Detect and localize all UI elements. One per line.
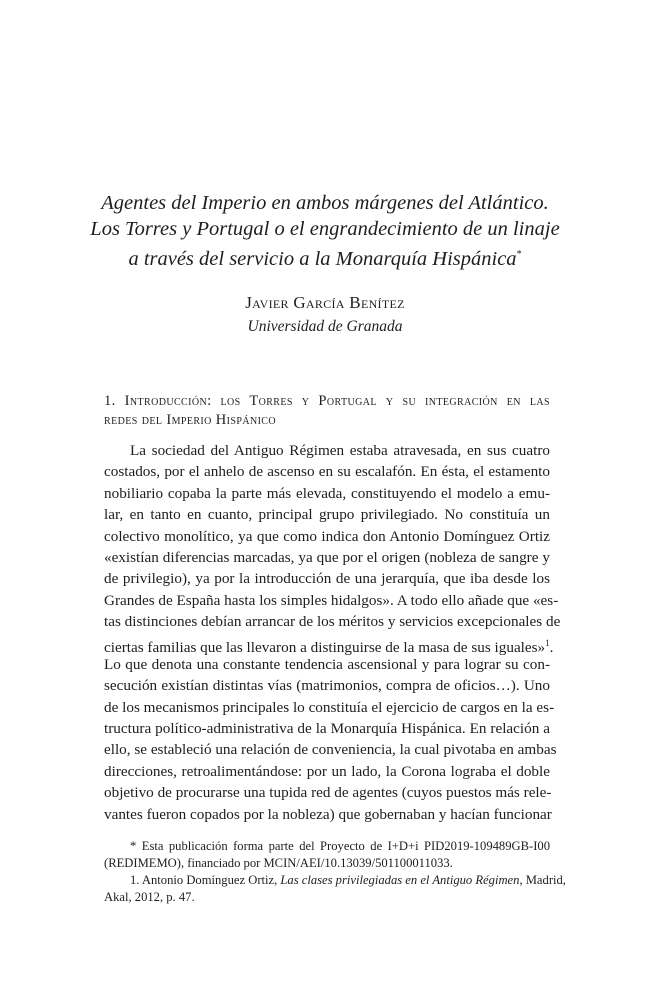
title-footnote-marker: * [516,249,522,260]
footnote-1-author: 1. Antonio Domínguez Ortiz, [130,873,281,887]
body-line: La sociedad del Antiguo Régimen estaba atravesada, en sus cuatro [130,442,550,459]
footnote-1-line-1 [104,872,566,889]
section-heading-line-1: 1. Introducción: los Torres y Portugal y su integración en las [104,393,550,409]
footnote-star-line-2: (REDIMEMO), financiado por MCIN/AEI/10.13039/501100011033. [104,856,453,870]
footnote-star-line-1: * Esta publicación forma parte del Proyecto de I+D+i PID2019-109489GB-I00 [130,839,550,853]
body-paragraph [104,440,561,825]
title-line-2: Los Torres y Portugal o el engrandecimiento de un linaje [90,218,560,240]
footnote-ref-1: 1 [545,637,550,648]
section-heading [104,392,550,430]
chapter-title [90,190,560,272]
body-line: secución existían distintas vías (matrimonios, compra de oficios…). Uno [104,677,550,695]
title-line-3-text: a través del servicio a la Monarquía Hispánica [128,248,517,270]
body-line: objetivo de procurarse una tupida red de agentes (cuyos puestos más rele- [104,784,552,802]
body-line: Lo que denota una constante tendencia ascensional y para lograr su con- [104,655,550,673]
body-line-text: ciertas familias que las llevaron a distinguirse de la masa de sus iguales» [104,638,546,656]
body-line: costados, por el anhelo de ascenso en su escalafón. En ésta, el estamento [104,463,550,481]
title-line-3 [90,242,560,272]
body-line: vantes fueron copados por la nobleza) que gobernaban y hacían funcionar [104,805,552,823]
section-heading-line-2: redes del Imperio Hispánico [104,412,276,428]
author-name: Javier García Benítez [245,293,405,312]
footnote-1-title: Las clases privilegiadas en el Antiguo Régimen [280,873,520,887]
footnotes [104,838,566,906]
author-affiliation: Universidad de Granada [247,318,403,335]
body-line: ello, se estableció una relación de conveniencia, la cual pivotaba en ambas [104,741,557,759]
body-line: direcciones, retroalimentándose: por un lado, la Corona lograba el doble [104,762,550,780]
body-line: «existían diferencias marcadas, ya que por el origen (nobleza de sangre y [104,548,550,566]
body-line-with-note [104,633,554,656]
body-line: tas distinciones debían arrancar de los méritos y servicios excepcionales de [104,613,561,631]
body-line-end: . [549,638,554,656]
body-line: lar, en tanto en cuanto, principal grupo privilegiado. No constituía un [104,506,550,524]
footnote-1-place: , Madrid, [519,873,566,887]
body-line: de los mecanismos principales lo constituía el ejercicio de cargos en la es- [104,698,555,716]
title-line-1: Agentes del Imperio en ambos márgenes del Atlántico. [101,192,549,214]
footnote-1-line-2: Akal, 2012, p. 47. [104,890,195,904]
body-line: de privilegio), ya por la introducción de una jerarquía, que iba desde los [104,570,550,588]
body-line: colectivo monolítico, ya que como indica don Antonio Domínguez Ortiz [104,527,550,545]
body-line: Grandes de España hasta los simples hidalgos». A todo ello añade que «es- [104,591,559,609]
body-line: tructura político-administrativa de la Monarquía Hispánica. En relación a [104,720,550,738]
body-line: nobiliario copaba la parte más elevada, constituyendo el modelo a emu- [104,484,550,502]
